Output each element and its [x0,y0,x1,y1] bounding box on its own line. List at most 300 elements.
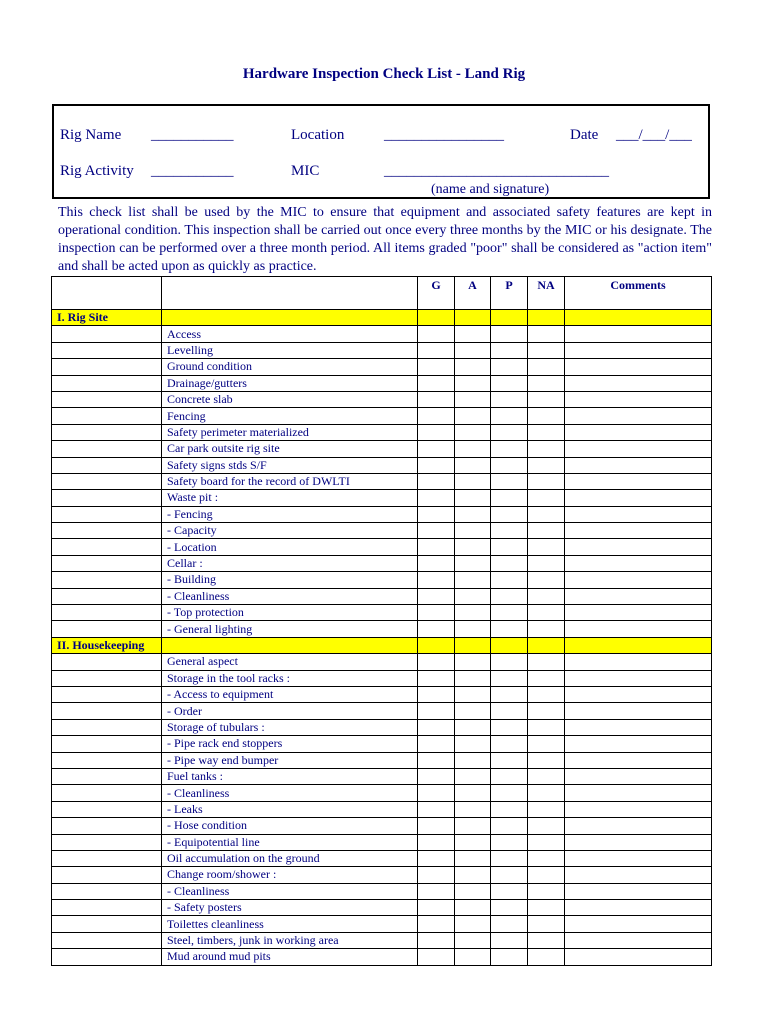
grade-p-cell[interactable] [491,621,528,637]
table-header-row [52,277,712,310]
grade-a-cell[interactable] [455,342,491,358]
row-blank-cell [52,473,162,489]
grade-g-cell[interactable] [418,768,455,784]
grade-na-cell[interactable] [528,949,565,965]
grade-p-cell[interactable] [491,441,528,457]
comments-cell[interactable] [565,588,712,604]
table-row [52,719,712,735]
grade-p-cell[interactable] [491,916,528,932]
item-label: - Pipe rack end stoppers [162,736,418,752]
rig-activity-label: Rig Activity [60,163,134,179]
section-header-row [52,310,712,326]
row-blank-cell [52,506,162,522]
item-label: Ground condition [162,359,418,375]
row-blank-cell [52,441,162,457]
grade-g-cell[interactable] [418,900,455,916]
grade-g-cell[interactable] [418,654,455,670]
grade-a-cell[interactable] [455,605,491,621]
grade-g-cell[interactable] [418,801,455,817]
grade-g-cell[interactable] [418,818,455,834]
grade-g-cell[interactable] [418,719,455,735]
grade-na-cell[interactable] [528,818,565,834]
grade-p-cell[interactable] [491,752,528,768]
grade-p-cell[interactable] [491,883,528,899]
grade-g-cell[interactable] [418,736,455,752]
grade-p-cell[interactable] [491,424,528,440]
grade-p-cell[interactable] [491,818,528,834]
grade-na-cell[interactable] [528,555,565,571]
comments-cell[interactable] [565,670,712,686]
grade-na-cell[interactable] [528,670,565,686]
item-label: - Access to equipment [162,686,418,702]
grade-p-cell[interactable] [491,359,528,375]
grade-na-cell[interactable] [528,834,565,850]
table-row [52,883,712,899]
grade-g-cell[interactable] [418,867,455,883]
table-row [52,375,712,391]
grade-na-cell[interactable] [528,654,565,670]
grade-p-cell[interactable] [491,539,528,555]
grade-na-cell[interactable] [528,408,565,424]
grade-g-cell[interactable] [418,408,455,424]
grade-na-cell[interactable] [528,932,565,948]
grade-na-cell[interactable] [528,900,565,916]
comments-cell[interactable] [565,523,712,539]
grade-p-cell[interactable] [491,572,528,588]
item-label: Steel, timbers, junk in working area [162,932,418,948]
grade-p-cell[interactable] [491,490,528,506]
grade-g-cell[interactable] [418,523,455,539]
grade-g-cell[interactable] [418,670,455,686]
comments-cell[interactable] [565,686,712,702]
table-row [52,342,712,358]
item-label: - Cleanliness [162,785,418,801]
table-row [52,391,712,407]
section-blank-cell [162,637,418,653]
row-blank-cell [52,785,162,801]
grade-na-cell[interactable] [528,768,565,784]
item-label: - Hose condition [162,818,418,834]
grade-p-cell[interactable] [491,654,528,670]
grade-p-cell[interactable] [491,391,528,407]
mic-label: MIC [291,163,320,179]
item-label: Fuel tanks : [162,768,418,784]
grade-na-cell[interactable] [528,391,565,407]
row-blank-cell [52,916,162,932]
section-blank-cell [455,310,491,326]
grade-na-cell[interactable] [528,686,565,702]
grade-na-cell[interactable] [528,621,565,637]
section-blank-cell [455,637,491,653]
row-blank-cell [52,539,162,555]
rig-name-label: Rig Name [60,127,122,143]
checklist-table [51,276,712,966]
grade-g-cell[interactable] [418,424,455,440]
row-blank-cell [52,490,162,506]
item-label: Mud around mud pits [162,949,418,965]
item-label: - Order [162,703,418,719]
table-row [52,572,712,588]
comments-cell[interactable] [565,342,712,358]
grade-na-cell[interactable] [528,342,565,358]
table-row [52,473,712,489]
item-label: Safety board for the record of DWLTI [162,473,418,489]
grade-a-cell[interactable] [455,932,491,948]
grade-a-cell[interactable] [455,391,491,407]
row-blank-cell [52,359,162,375]
row-blank-cell [52,654,162,670]
section-blank-cell [418,310,455,326]
item-label: Waste pit : [162,490,418,506]
grade-a-cell[interactable] [455,818,491,834]
grade-a-cell[interactable] [455,523,491,539]
rig-activity-field[interactable]: ___________ [151,163,234,179]
item-label: - Building [162,572,418,588]
section-blank-cell [565,637,712,653]
row-blank-cell [52,457,162,473]
comments-cell[interactable] [565,818,712,834]
row-blank-cell [52,703,162,719]
comments-cell[interactable] [565,473,712,489]
row-blank-cell [52,883,162,899]
item-label: - Cleanliness [162,588,418,604]
grade-na-cell[interactable] [528,916,565,932]
grade-na-cell[interactable] [528,326,565,342]
table-row [52,424,712,440]
grade-g-cell[interactable] [418,916,455,932]
grade-p-cell[interactable] [491,523,528,539]
comments-cell[interactable] [565,850,712,866]
comments-cell[interactable] [565,900,712,916]
grade-g-cell[interactable] [418,686,455,702]
grade-p-cell[interactable] [491,605,528,621]
row-blank-cell [52,686,162,702]
grade-g-cell[interactable] [418,605,455,621]
grade-p-cell[interactable] [491,342,528,358]
comments-cell[interactable] [565,457,712,473]
grade-a-cell[interactable] [455,834,491,850]
grade-g-cell[interactable] [418,326,455,342]
grade-g-cell[interactable] [418,359,455,375]
grade-a-cell[interactable] [455,408,491,424]
grade-a-cell[interactable] [455,752,491,768]
table-row [52,408,712,424]
table-row [52,867,712,883]
grade-g-cell[interactable] [418,621,455,637]
grade-p-cell[interactable] [491,719,528,735]
grade-p-cell[interactable] [491,949,528,965]
item-label: Access [162,326,418,342]
item-label: Concrete slab [162,391,418,407]
grade-a-cell[interactable] [455,539,491,555]
grade-a-cell[interactable] [455,441,491,457]
grade-p-cell[interactable] [491,670,528,686]
grade-g-cell[interactable] [418,850,455,866]
row-blank-cell [52,801,162,817]
grade-p-cell[interactable] [491,785,528,801]
grade-g-cell[interactable] [418,785,455,801]
item-label: Oil accumulation on the ground [162,850,418,866]
comments-cell[interactable] [565,605,712,621]
comments-cell[interactable] [565,621,712,637]
table-row [52,801,712,817]
comments-cell[interactable] [565,490,712,506]
location-field[interactable]: ________________ [384,127,504,143]
item-label: General aspect [162,654,418,670]
grade-p-cell[interactable] [491,932,528,948]
grade-a-cell[interactable] [455,326,491,342]
item-label: Drainage/gutters [162,375,418,391]
row-blank-cell [52,588,162,604]
comments-cell[interactable] [565,326,712,342]
grade-g-cell[interactable] [418,572,455,588]
table-row [52,506,712,522]
table-row [52,850,712,866]
item-label: - Equipotential line [162,834,418,850]
grade-p-cell[interactable] [491,900,528,916]
item-label: Fencing [162,408,418,424]
grade-a-cell[interactable] [455,703,491,719]
comments-cell[interactable] [565,949,712,965]
grade-na-cell[interactable] [528,539,565,555]
grade-g-cell[interactable] [418,949,455,965]
grade-p-cell[interactable] [491,867,528,883]
row-blank-cell [52,949,162,965]
row-blank-cell [52,736,162,752]
comments-cell[interactable] [565,391,712,407]
grade-a-cell[interactable] [455,867,491,883]
grade-a-cell[interactable] [455,473,491,489]
grade-p-cell[interactable] [491,703,528,719]
checklist-body [52,310,712,966]
comments-cell[interactable] [565,916,712,932]
comments-cell[interactable] [565,506,712,522]
date-field[interactable]: ___/___/___ [616,127,692,143]
grade-a-cell[interactable] [455,359,491,375]
table-row [52,539,712,555]
comments-cell[interactable] [565,424,712,440]
comments-cell[interactable] [565,555,712,571]
grade-p-cell[interactable] [491,457,528,473]
item-label: - Cleanliness [162,883,418,899]
table-row [52,326,712,342]
grade-p-cell[interactable] [491,686,528,702]
section-title: I. Rig Site [52,310,162,326]
item-label: - Pipe way end bumper [162,752,418,768]
comments-cell[interactable] [565,752,712,768]
grade-a-cell[interactable] [455,506,491,522]
comments-cell[interactable] [565,359,712,375]
grade-a-cell[interactable] [455,670,491,686]
section-blank-cell [565,310,712,326]
grade-g-cell[interactable] [418,932,455,948]
row-blank-cell [52,719,162,735]
row-blank-cell [52,326,162,342]
table-row [52,588,712,604]
header-item-cell [162,277,418,310]
header-na: NA [528,277,565,310]
grade-na-cell[interactable] [528,424,565,440]
grade-g-cell[interactable] [418,834,455,850]
comments-cell[interactable] [565,883,712,899]
grade-a-cell[interactable] [455,916,491,932]
grade-p-cell[interactable] [491,408,528,424]
grade-g-cell[interactable] [418,441,455,457]
header-a: A [455,277,491,310]
comments-cell[interactable] [565,703,712,719]
grade-na-cell[interactable] [528,605,565,621]
grade-a-cell[interactable] [455,850,491,866]
header-g: G [418,277,455,310]
grade-p-cell[interactable] [491,506,528,522]
rig-name-field[interactable]: ___________ [151,127,234,143]
grade-a-cell[interactable] [455,801,491,817]
grade-g-cell[interactable] [418,555,455,571]
comments-cell[interactable] [565,768,712,784]
comments-cell[interactable] [565,736,712,752]
grade-na-cell[interactable] [528,752,565,768]
grade-a-cell[interactable] [455,424,491,440]
grade-na-cell[interactable] [528,375,565,391]
row-blank-cell [52,408,162,424]
grade-a-cell[interactable] [455,686,491,702]
grade-a-cell[interactable] [455,588,491,604]
grade-a-cell[interactable] [455,555,491,571]
grade-a-cell[interactable] [455,457,491,473]
grade-g-cell[interactable] [418,883,455,899]
row-blank-cell [52,768,162,784]
row-blank-cell [52,670,162,686]
header-comments: Comments [565,277,712,310]
comments-cell[interactable] [565,719,712,735]
item-label: Change room/shower : [162,867,418,883]
table-row [52,785,712,801]
item-label: - Leaks [162,801,418,817]
grade-g-cell[interactable] [418,588,455,604]
rig-info-box [52,104,710,199]
row-blank-cell [52,850,162,866]
header-p: P [491,277,528,310]
grade-a-cell[interactable] [455,375,491,391]
grade-p-cell[interactable] [491,850,528,866]
grade-na-cell[interactable] [528,785,565,801]
grade-na-cell[interactable] [528,506,565,522]
table-row [52,949,712,965]
grade-na-cell[interactable] [528,850,565,866]
grade-a-cell[interactable] [455,572,491,588]
grade-na-cell[interactable] [528,736,565,752]
grade-a-cell[interactable] [455,736,491,752]
grade-a-cell[interactable] [455,785,491,801]
row-blank-cell [52,834,162,850]
grade-g-cell[interactable] [418,752,455,768]
item-label: Levelling [162,342,418,358]
grade-p-cell[interactable] [491,326,528,342]
grade-na-cell[interactable] [528,588,565,604]
row-blank-cell [52,752,162,768]
grade-p-cell[interactable] [491,473,528,489]
grade-na-cell[interactable] [528,572,565,588]
grade-g-cell[interactable] [418,375,455,391]
comments-cell[interactable] [565,539,712,555]
grade-na-cell[interactable] [528,883,565,899]
grade-p-cell[interactable] [491,736,528,752]
comments-cell[interactable] [565,834,712,850]
grade-na-cell[interactable] [528,441,565,457]
grade-a-cell[interactable] [455,621,491,637]
grade-g-cell[interactable] [418,490,455,506]
grade-a-cell[interactable] [455,900,491,916]
table-row [52,752,712,768]
grade-a-cell[interactable] [455,883,491,899]
grade-g-cell[interactable] [418,457,455,473]
grade-na-cell[interactable] [528,801,565,817]
grade-a-cell[interactable] [455,719,491,735]
grade-na-cell[interactable] [528,703,565,719]
grade-g-cell[interactable] [418,473,455,489]
row-blank-cell [52,391,162,407]
grade-g-cell[interactable] [418,391,455,407]
grade-na-cell[interactable] [528,867,565,883]
table-row [52,457,712,473]
grade-a-cell[interactable] [455,490,491,506]
table-row [52,555,712,571]
grade-p-cell[interactable] [491,588,528,604]
table-row [52,670,712,686]
comments-cell[interactable] [565,932,712,948]
comments-cell[interactable] [565,375,712,391]
table-row [52,621,712,637]
grade-g-cell[interactable] [418,342,455,358]
section-title: II. Housekeeping [52,637,162,653]
comments-cell[interactable] [565,785,712,801]
grade-g-cell[interactable] [418,703,455,719]
table-row [52,490,712,506]
grade-na-cell[interactable] [528,359,565,375]
grade-a-cell[interactable] [455,654,491,670]
comments-cell[interactable] [565,441,712,457]
table-row [52,736,712,752]
grade-p-cell[interactable] [491,834,528,850]
grade-g-cell[interactable] [418,539,455,555]
grade-g-cell[interactable] [418,506,455,522]
grade-a-cell[interactable] [455,768,491,784]
comments-cell[interactable] [565,408,712,424]
grade-p-cell[interactable] [491,801,528,817]
grade-p-cell[interactable] [491,768,528,784]
row-blank-cell [52,342,162,358]
comments-cell[interactable] [565,654,712,670]
table-row [52,441,712,457]
grade-na-cell[interactable] [528,490,565,506]
location-label: Location [291,127,345,143]
table-row [52,818,712,834]
comments-cell[interactable] [565,867,712,883]
grade-na-cell[interactable] [528,457,565,473]
section-blank-cell [491,310,528,326]
grade-p-cell[interactable] [491,375,528,391]
grade-na-cell[interactable] [528,719,565,735]
table-row [52,834,712,850]
comments-cell[interactable] [565,572,712,588]
comments-cell[interactable] [565,801,712,817]
grade-na-cell[interactable] [528,523,565,539]
mic-field[interactable]: ______________________________ [384,163,609,179]
table-row [52,932,712,948]
grade-a-cell[interactable] [455,949,491,965]
grade-na-cell[interactable] [528,473,565,489]
grade-p-cell[interactable] [491,555,528,571]
